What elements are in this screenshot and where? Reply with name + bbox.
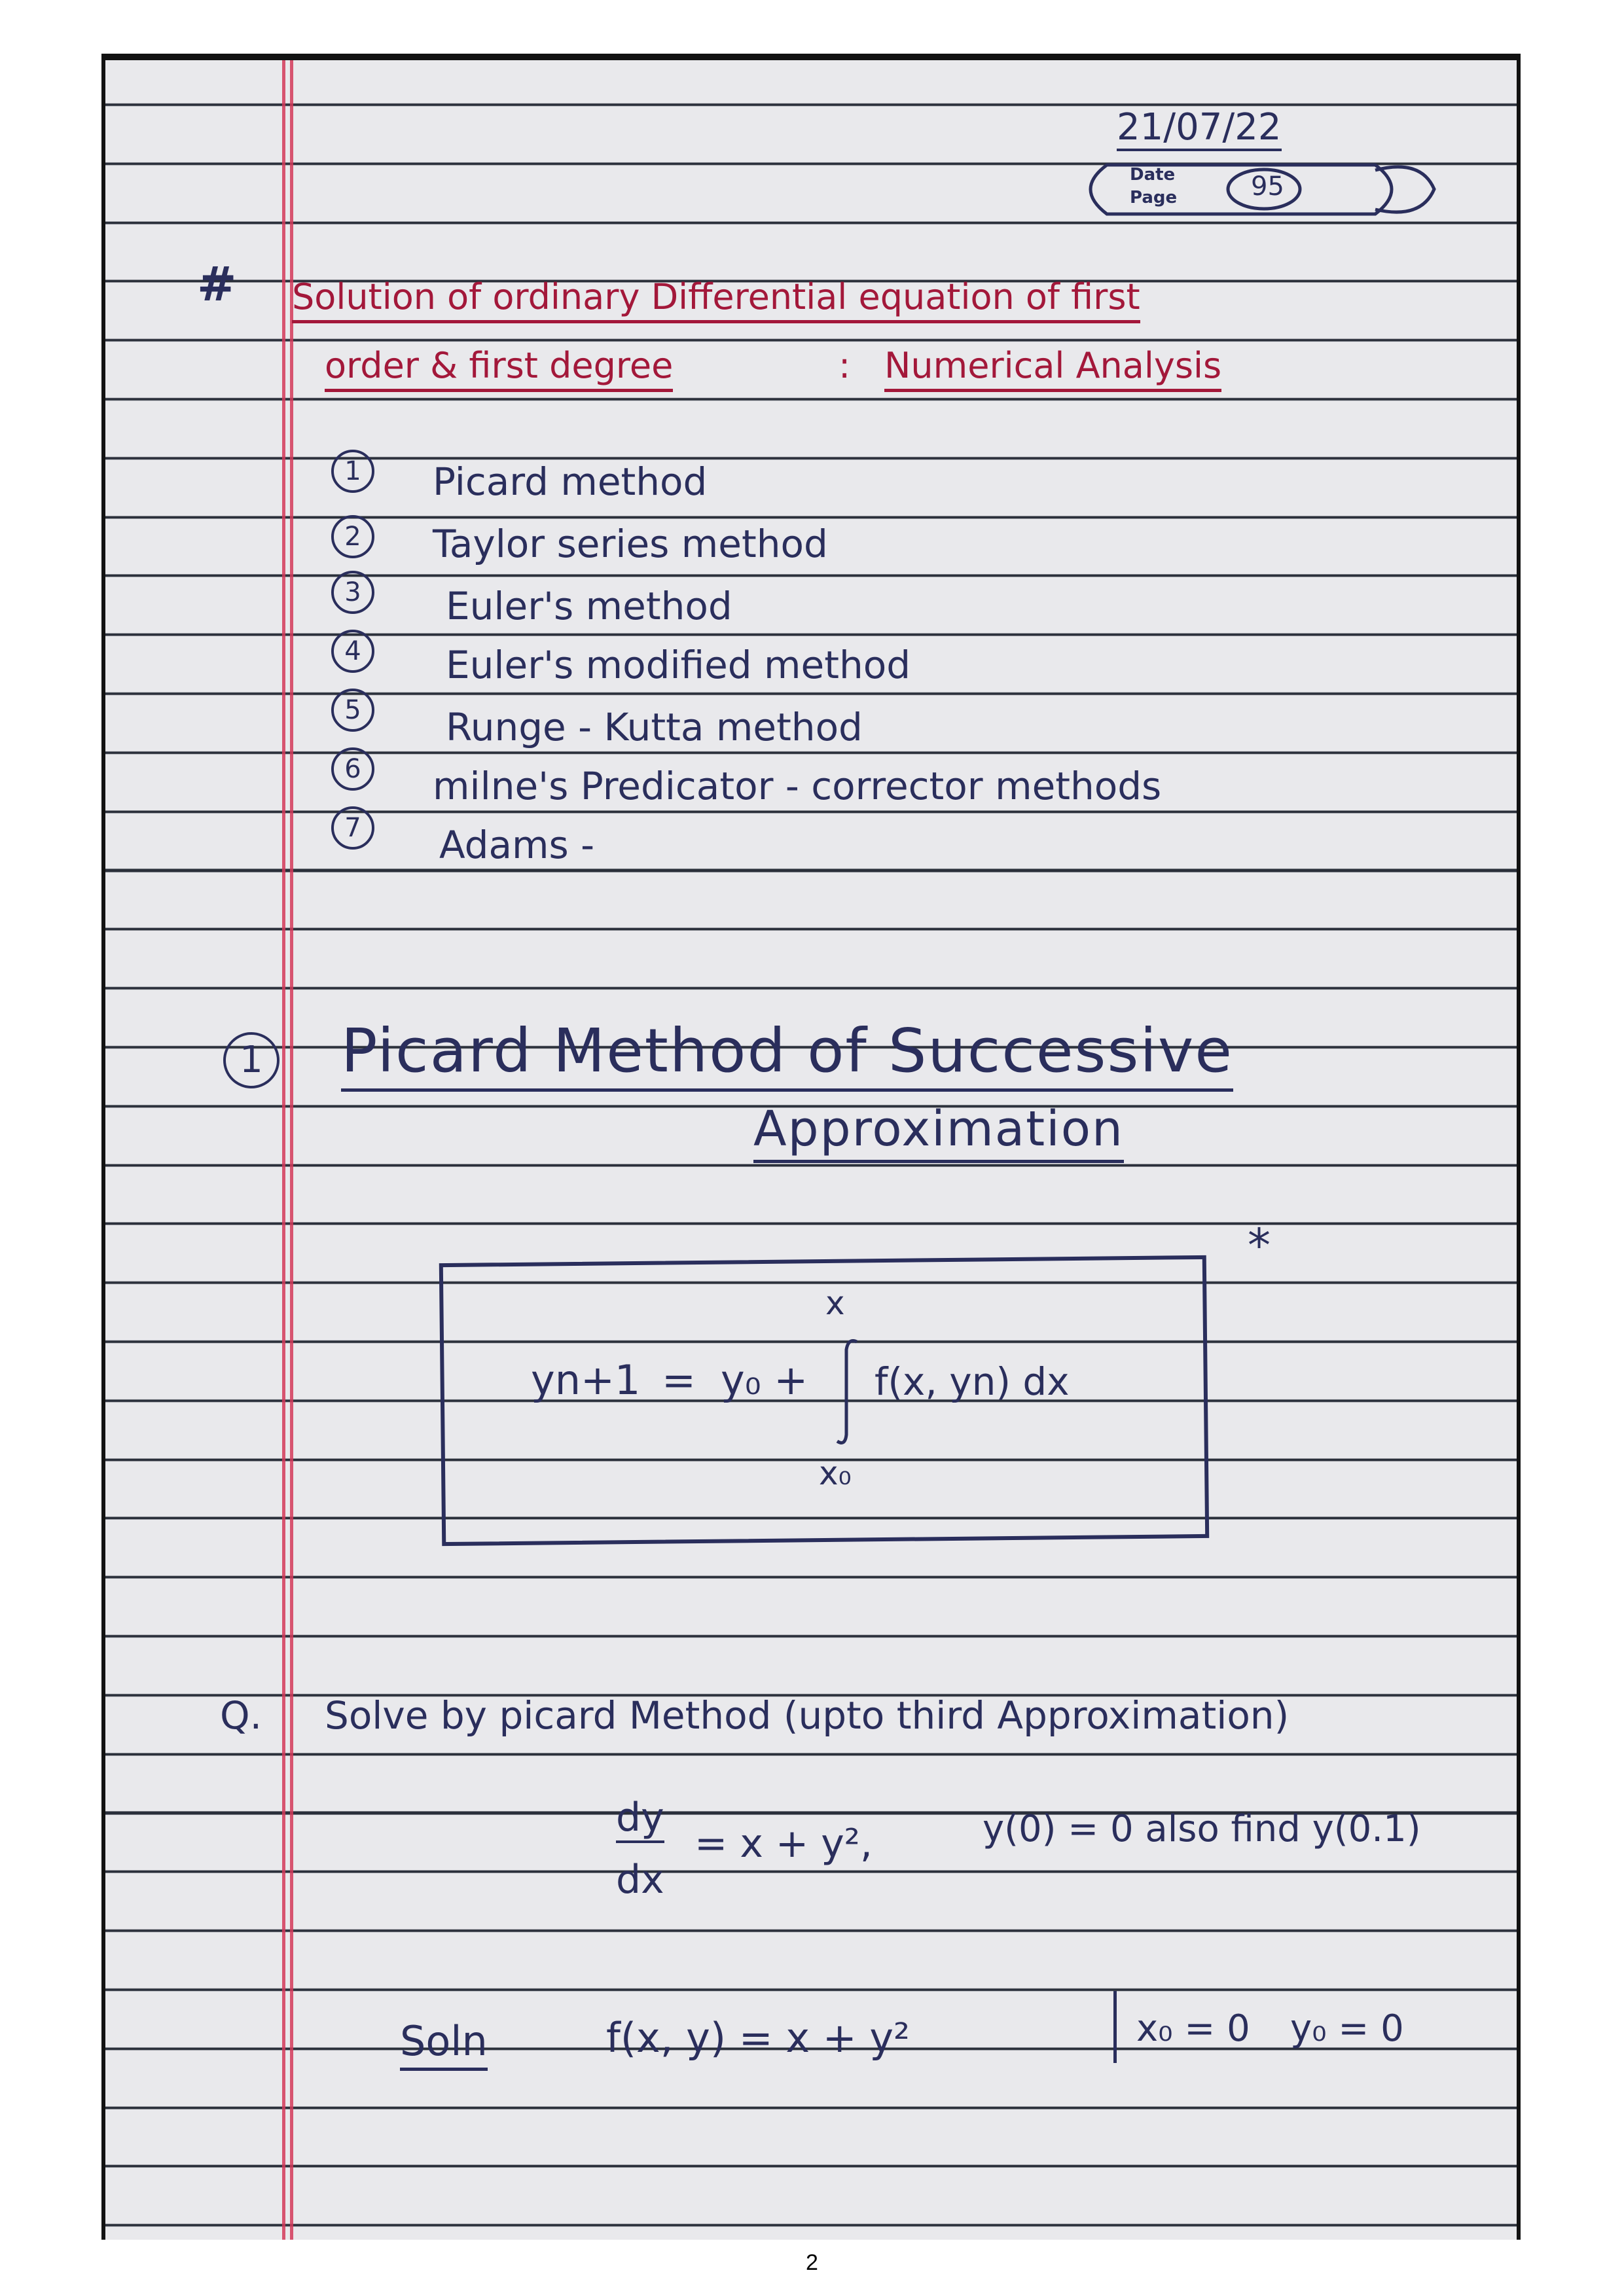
- title-separator: :: [839, 345, 851, 386]
- method-number-5: 5: [331, 689, 374, 732]
- method-item-4: Euler's modified method: [446, 643, 911, 687]
- solution-function: f(x, y) = x + y²: [606, 2014, 910, 2062]
- ode-rhs: = x + y²,: [695, 1821, 873, 1867]
- page-label: Page: [1130, 188, 1178, 207]
- ode-numerator: dy: [616, 1795, 664, 1843]
- star-mark: *: [1248, 1219, 1271, 1272]
- section-title-line-1: Picard Method of Successive: [341, 1016, 1233, 1092]
- solution-divider: [1113, 1991, 1117, 2063]
- integral-upper-limit: x: [825, 1284, 845, 1322]
- date-value: 21/07/22: [1117, 106, 1282, 151]
- margin-line-left-2: [290, 60, 293, 2240]
- ode-denominator: dx: [616, 1857, 664, 1903]
- method-item-3: Euler's method: [446, 584, 732, 628]
- solution-y0: y₀ = 0: [1290, 2007, 1404, 2050]
- formula-equals: =: [662, 1356, 696, 1404]
- method-item-6: milne's Predicator - corrector methods: [433, 764, 1162, 808]
- date-label: Date: [1130, 165, 1176, 185]
- integral-sign-icon: [832, 1336, 865, 1448]
- question-text: Solve by picard Method (upto third Approximation): [325, 1693, 1290, 1738]
- title-hash: #: [197, 257, 237, 312]
- page-number-handwritten: 95: [1251, 171, 1284, 202]
- method-number-1: 1: [331, 450, 374, 493]
- method-number-2: 2: [331, 515, 374, 558]
- integral-lower-limit: x₀: [819, 1454, 852, 1492]
- method-item-2: Taylor series method: [433, 522, 828, 566]
- solution-label: Soln: [400, 2017, 488, 2071]
- title-line-1: Solution of ordinary Differential equation of first: [292, 276, 1140, 323]
- margin-line-left: [282, 60, 285, 2240]
- title-line-2-a: order & first degree: [325, 345, 673, 392]
- method-number-3: 3: [331, 571, 374, 614]
- initial-condition: y(0) = 0 also find y(0.1): [983, 1808, 1421, 1850]
- method-item-5: Runge - Kutta method: [446, 705, 863, 749]
- method-number-4: 4: [331, 630, 374, 673]
- method-item-7: Adams -: [439, 823, 595, 867]
- question-label: Q.: [220, 1693, 262, 1738]
- footer-page-number: 2: [806, 2250, 818, 2275]
- method-number-7: 7: [331, 806, 374, 850]
- notebook-page: [105, 60, 1517, 2240]
- section-number: 1: [223, 1032, 280, 1088]
- formula-integrand: f(x, yn) dx: [875, 1359, 1070, 1404]
- formula-y0: y₀ +: [721, 1356, 808, 1404]
- solution-x0: x₀ = 0: [1136, 2007, 1250, 2050]
- method-number-6: 6: [331, 747, 374, 791]
- formula-lhs: yn+1: [531, 1356, 641, 1404]
- title-line-2-b: Numerical Analysis: [884, 345, 1221, 392]
- section-title-line-2: Approximation: [753, 1101, 1124, 1163]
- method-item-1: Picard method: [433, 459, 708, 504]
- notebook-photo: [101, 54, 1521, 2240]
